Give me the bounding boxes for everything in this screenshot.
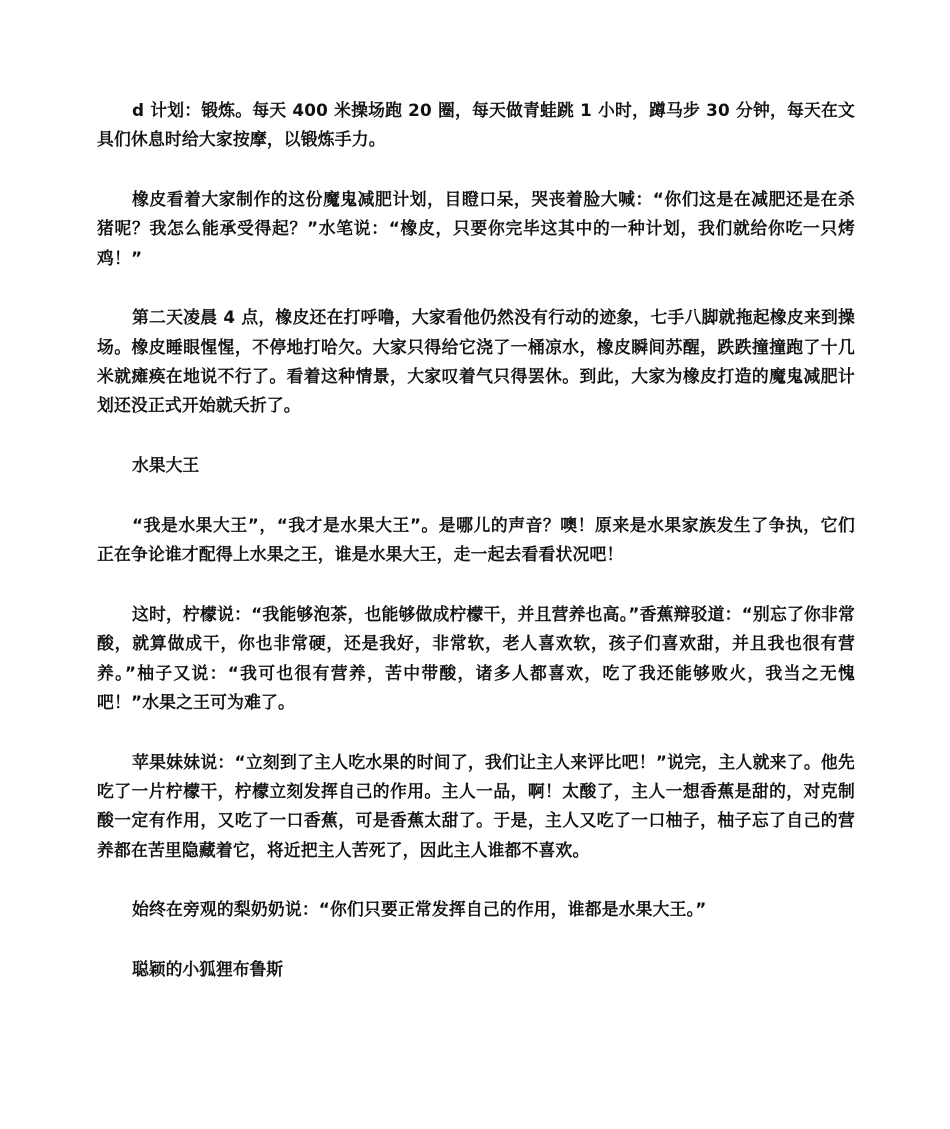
heading-fruit-king: 水果大王 <box>132 455 200 476</box>
paragraph-lemon-banana-pomelo: 这时，柠檬说：“我能够泡茶，也能够做成柠檬干，并且营养也高。”香蕉辩驳道：“别忘了你非常酸，就算做成干，你也非常硬，还是我好，非常软，老人喜欢软，孩子们喜欢甜，并且我也很有营养。”柚子又说：“我可也很有营养，苦中带酸，诸多人都喜欢，吃了我还能够败火，我当之无愧吧！”水果之王可为难了。 <box>97 604 855 712</box>
paragraph-owner-judges: 苹果妹妹说：“立刻到了主人吃水果的时间了，我们让主人来评比吧！”说完，主人就来了。他先吃了一片柠檬干，柠檬立刻发挥自己的作用。主人一品，啊！太酸了，主人一想香蕉是甜的，对克制酸一定有作用，又吃了一口香蕉，可是香蕉太甜了。于是，主人又吃了一口柚子，柚子忘了自己的营养都在苦里隐藏着它，将近把主人苦死了，因此主人谁都不喜欢。 <box>97 751 855 860</box>
heading-clever-fox: 聪颖的小狐狸布鲁斯 <box>132 959 284 980</box>
document-body <box>97 96 855 1015</box>
paragraph-grandma-pear: 始终在旁观的梨奶奶说：“你们只要正常发挥自己的作用，谁都是水果大王。” <box>132 899 707 920</box>
paragraph-fruit-argument: “我是水果大王”，“我才是水果大王”。是哪儿的声音？噢！原来是水果家族发生了争执，它们正在争论谁才配得上水果之王，谁是水果大王，走一起去看看状况吧！ <box>97 514 855 565</box>
paragraph-next-morning: 第二天凌晨 4 点，橡皮还在打呼噜，大家看他仍然没有行动的迹象，七手八脚就拖起橡皮来到操场。橡皮睡眼惺惺，不停地打哈欠。大家只得给它浇了一桶凉水，橡皮瞬间苏醒，跌跌撞撞跑了十几米就瘫痪在地说不行了。看着这种情景，大家叹着气只得罢休。到此，大家为橡皮打造的魔鬼减肥计划还没正式开始就夭折了。 <box>97 307 855 416</box>
paragraph-d-plan: d 计划：锻炼。每天 400 米操场跑 20 圈，每天做青蛙跳 1 小时，蹲马步 30 分钟，每天在文具们休息时给大家按摩，以锻炼手力。 <box>97 100 855 150</box>
paragraph-eraser-reaction: 橡皮看着大家制作的这份魔鬼减肥计划，目瞪口呆，哭丧着脸大喊：“你们这是在减肥还是在杀猪呢？我怎么能承受得起？”水笔说：“橡皮，只要你完毕这其中的一种计划，我们就给你吃一只烤鸡！” <box>97 189 855 268</box>
